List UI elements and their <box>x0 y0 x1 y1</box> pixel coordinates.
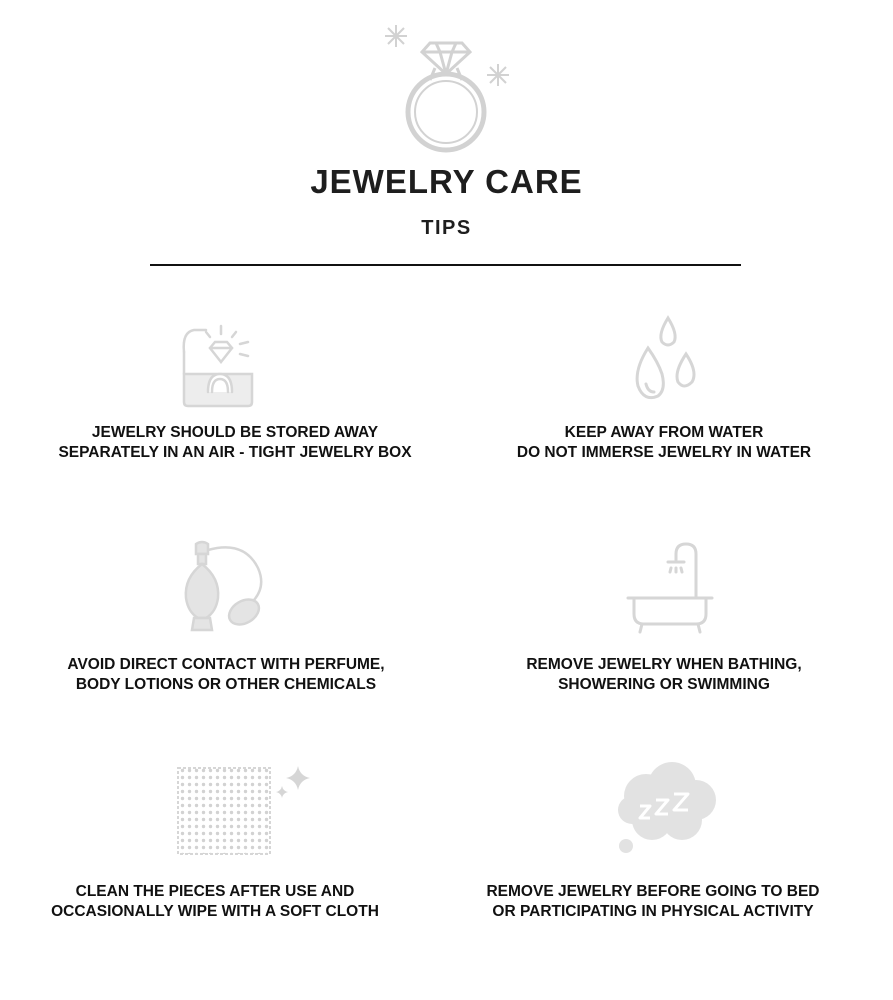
tip-line: REMOVE JEWELRY WHEN BATHING, <box>526 656 802 673</box>
tip-line: BODY LOTIONS OR OTHER CHEMICALS <box>75 676 377 693</box>
tip-line: OR PARTICIPATING IN PHYSICAL ACTIVITY <box>492 903 814 920</box>
cloth-sparkle-icon <box>172 760 316 858</box>
tip-line: DO NOT IMMERSE JEWELRY IN WATER <box>516 444 812 461</box>
tip-bathing-text <box>449 655 879 695</box>
tip-water-text <box>449 423 879 463</box>
jewelry-box-icon <box>172 312 272 410</box>
sleep-cloud-icon <box>612 760 722 856</box>
tip-sleep-text <box>438 882 868 922</box>
bathtub-shower-icon <box>624 540 716 634</box>
tip-perfume-text <box>11 655 441 695</box>
tip-line: JEWELRY SHOULD BE STORED AWAY <box>91 424 379 441</box>
diamond-ring-icon <box>378 22 514 154</box>
tip-line: SEPARATELY IN AN AIR - TIGHT JEWELRY BOX <box>58 444 412 461</box>
tip-line: SHOWERING OR SWIMMING <box>558 676 770 693</box>
tip-line: REMOVE JEWELRY BEFORE GOING TO BED <box>486 883 820 900</box>
water-drops-icon <box>628 314 708 410</box>
tip-line: KEEP AWAY FROM WATER <box>564 424 764 441</box>
tip-line: CLEAN THE PIECES AFTER USE AND <box>75 883 355 900</box>
page-subtitle: TIPS <box>421 217 472 239</box>
tip-line: OCCASIONALLY WIPE WITH A SOFT CLOTH <box>51 903 379 920</box>
perfume-bottle-icon <box>178 538 270 634</box>
divider-line <box>150 264 741 266</box>
tip-cleaning-text <box>0 882 430 922</box>
page-title: JEWELRY CARE <box>310 163 583 200</box>
tip-line: AVOID DIRECT CONTACT WITH PERFUME, <box>67 656 385 673</box>
tip-storage-text <box>20 423 450 463</box>
